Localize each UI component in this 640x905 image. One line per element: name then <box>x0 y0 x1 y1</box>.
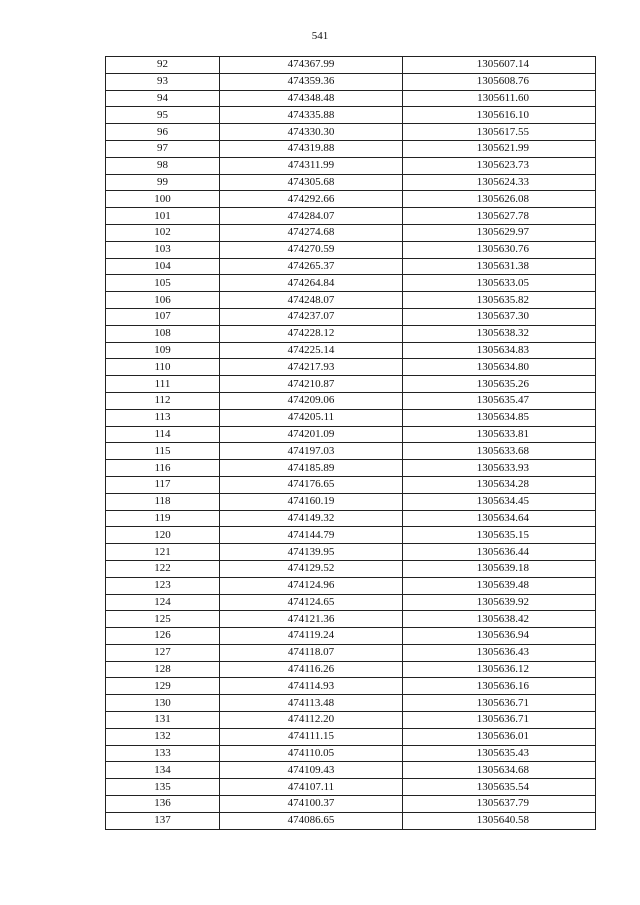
y-coordinate-cell: 1305640.58 <box>403 812 596 829</box>
table-row <box>106 594 596 611</box>
y-coordinate-cell: 1305631.38 <box>403 258 596 275</box>
x-coordinate-cell: 474274.68 <box>220 224 403 241</box>
x-coordinate-cell: 474100.37 <box>220 796 403 813</box>
table-row <box>106 57 596 74</box>
point-number-cell: 127 <box>106 644 220 661</box>
point-number-cell: 104 <box>106 258 220 275</box>
y-coordinate-cell: 1305637.79 <box>403 796 596 813</box>
y-coordinate-cell: 1305627.78 <box>403 208 596 225</box>
point-number-cell: 105 <box>106 275 220 292</box>
point-number-cell: 109 <box>106 342 220 359</box>
table-row <box>106 174 596 191</box>
x-coordinate-cell: 474109.43 <box>220 762 403 779</box>
point-number-cell: 130 <box>106 695 220 712</box>
y-coordinate-cell: 1305623.73 <box>403 157 596 174</box>
y-coordinate-cell: 1305617.55 <box>403 124 596 141</box>
table-row <box>106 796 596 813</box>
y-coordinate-cell: 1305636.43 <box>403 644 596 661</box>
x-coordinate-cell: 474210.87 <box>220 376 403 393</box>
point-number-cell: 119 <box>106 510 220 527</box>
point-number-cell: 114 <box>106 426 220 443</box>
table-row <box>106 460 596 477</box>
point-number-cell: 93 <box>106 73 220 90</box>
point-number-cell: 125 <box>106 611 220 628</box>
point-number-cell: 106 <box>106 292 220 309</box>
table-row <box>106 308 596 325</box>
table-row <box>106 241 596 258</box>
point-number-cell: 133 <box>106 745 220 762</box>
table-row <box>106 443 596 460</box>
y-coordinate-cell: 1305626.08 <box>403 191 596 208</box>
table-row <box>106 426 596 443</box>
point-number-cell: 111 <box>106 376 220 393</box>
x-coordinate-cell: 474292.66 <box>220 191 403 208</box>
y-coordinate-cell: 1305635.43 <box>403 745 596 762</box>
y-coordinate-cell: 1305638.32 <box>403 325 596 342</box>
point-number-cell: 134 <box>106 762 220 779</box>
y-coordinate-cell: 1305636.01 <box>403 728 596 745</box>
y-coordinate-cell: 1305634.45 <box>403 493 596 510</box>
x-coordinate-cell: 474201.09 <box>220 426 403 443</box>
table-row <box>106 325 596 342</box>
point-number-cell: 113 <box>106 409 220 426</box>
table-row <box>106 376 596 393</box>
x-coordinate-cell: 474124.96 <box>220 577 403 594</box>
point-number-cell: 137 <box>106 812 220 829</box>
x-coordinate-cell: 474228.12 <box>220 325 403 342</box>
table-row <box>106 292 596 309</box>
x-coordinate-cell: 474348.48 <box>220 90 403 107</box>
table-row <box>106 208 596 225</box>
table-row <box>106 745 596 762</box>
point-number-cell: 95 <box>106 107 220 124</box>
table-row <box>106 107 596 124</box>
y-coordinate-cell: 1305639.48 <box>403 577 596 594</box>
y-coordinate-cell: 1305636.71 <box>403 712 596 729</box>
point-number-cell: 98 <box>106 157 220 174</box>
x-coordinate-cell: 474305.68 <box>220 174 403 191</box>
x-coordinate-cell: 474319.88 <box>220 140 403 157</box>
x-coordinate-cell: 474197.03 <box>220 443 403 460</box>
table-row <box>106 611 596 628</box>
point-number-cell: 99 <box>106 174 220 191</box>
x-coordinate-cell: 474217.93 <box>220 359 403 376</box>
y-coordinate-cell: 1305639.18 <box>403 560 596 577</box>
x-coordinate-cell: 474160.19 <box>220 493 403 510</box>
x-coordinate-cell: 474111.15 <box>220 728 403 745</box>
point-number-cell: 128 <box>106 661 220 678</box>
x-coordinate-cell: 474118.07 <box>220 644 403 661</box>
table-row <box>106 577 596 594</box>
point-number-cell: 136 <box>106 796 220 813</box>
point-number-cell: 102 <box>106 224 220 241</box>
y-coordinate-cell: 1305633.81 <box>403 426 596 443</box>
y-coordinate-cell: 1305616.10 <box>403 107 596 124</box>
table-row <box>106 527 596 544</box>
point-number-cell: 126 <box>106 628 220 645</box>
table-row <box>106 510 596 527</box>
x-coordinate-cell: 474116.26 <box>220 661 403 678</box>
point-number-cell: 117 <box>106 476 220 493</box>
table-row <box>106 695 596 712</box>
y-coordinate-cell: 1305634.28 <box>403 476 596 493</box>
y-coordinate-cell: 1305635.15 <box>403 527 596 544</box>
point-number-cell: 110 <box>106 359 220 376</box>
point-number-cell: 94 <box>106 90 220 107</box>
point-number-cell: 97 <box>106 140 220 157</box>
y-coordinate-cell: 1305635.54 <box>403 779 596 796</box>
table-row <box>106 560 596 577</box>
point-number-cell: 118 <box>106 493 220 510</box>
y-coordinate-cell: 1305636.94 <box>403 628 596 645</box>
x-coordinate-cell: 474144.79 <box>220 527 403 544</box>
table-row <box>106 493 596 510</box>
x-coordinate-cell: 474264.84 <box>220 275 403 292</box>
x-coordinate-cell: 474209.06 <box>220 392 403 409</box>
table-row <box>106 409 596 426</box>
x-coordinate-cell: 474359.36 <box>220 73 403 90</box>
y-coordinate-cell: 1305633.05 <box>403 275 596 292</box>
x-coordinate-cell: 474124.65 <box>220 594 403 611</box>
point-number-cell: 115 <box>106 443 220 460</box>
x-coordinate-cell: 474265.37 <box>220 258 403 275</box>
table-row <box>106 124 596 141</box>
y-coordinate-cell: 1305635.47 <box>403 392 596 409</box>
table-row <box>106 275 596 292</box>
point-number-cell: 135 <box>106 779 220 796</box>
x-coordinate-cell: 474114.93 <box>220 678 403 695</box>
x-coordinate-cell: 474107.11 <box>220 779 403 796</box>
y-coordinate-cell: 1305634.64 <box>403 510 596 527</box>
x-coordinate-cell: 474311.99 <box>220 157 403 174</box>
y-coordinate-cell: 1305636.44 <box>403 544 596 561</box>
y-coordinate-cell: 1305629.97 <box>403 224 596 241</box>
x-coordinate-cell: 474205.11 <box>220 409 403 426</box>
table-row <box>106 90 596 107</box>
point-number-cell: 108 <box>106 325 220 342</box>
y-coordinate-cell: 1305636.71 <box>403 695 596 712</box>
table-row <box>106 140 596 157</box>
table-row <box>106 342 596 359</box>
y-coordinate-cell: 1305608.76 <box>403 73 596 90</box>
x-coordinate-cell: 474225.14 <box>220 342 403 359</box>
x-coordinate-cell: 474139.95 <box>220 544 403 561</box>
x-coordinate-cell: 474270.59 <box>220 241 403 258</box>
y-coordinate-cell: 1305634.68 <box>403 762 596 779</box>
table-row <box>106 392 596 409</box>
y-coordinate-cell: 1305639.92 <box>403 594 596 611</box>
x-coordinate-cell: 474113.48 <box>220 695 403 712</box>
x-coordinate-cell: 474086.65 <box>220 812 403 829</box>
x-coordinate-cell: 474367.99 <box>220 57 403 74</box>
point-number-cell: 124 <box>106 594 220 611</box>
point-number-cell: 112 <box>106 392 220 409</box>
table-row <box>106 812 596 829</box>
point-number-cell: 123 <box>106 577 220 594</box>
x-coordinate-cell: 474119.24 <box>220 628 403 645</box>
table-row <box>106 762 596 779</box>
point-number-cell: 103 <box>106 241 220 258</box>
table-row <box>106 359 596 376</box>
point-number-cell: 131 <box>106 712 220 729</box>
coordinates-table-body <box>106 57 596 830</box>
x-coordinate-cell: 474330.30 <box>220 124 403 141</box>
page-number: 541 <box>311 30 329 42</box>
y-coordinate-cell: 1305635.26 <box>403 376 596 393</box>
y-coordinate-cell: 1305638.42 <box>403 611 596 628</box>
x-coordinate-cell: 474110.05 <box>220 745 403 762</box>
point-number-cell: 100 <box>106 191 220 208</box>
x-coordinate-cell: 474112.20 <box>220 712 403 729</box>
y-coordinate-cell: 1305634.83 <box>403 342 596 359</box>
table-row <box>106 628 596 645</box>
table-row <box>106 728 596 745</box>
x-coordinate-cell: 474248.07 <box>220 292 403 309</box>
y-coordinate-cell: 1305611.60 <box>403 90 596 107</box>
table-row <box>106 661 596 678</box>
y-coordinate-cell: 1305636.12 <box>403 661 596 678</box>
y-coordinate-cell: 1305621.99 <box>403 140 596 157</box>
table-row <box>106 779 596 796</box>
point-number-cell: 101 <box>106 208 220 225</box>
y-coordinate-cell: 1305624.33 <box>403 174 596 191</box>
table-row <box>106 191 596 208</box>
x-coordinate-cell: 474185.89 <box>220 460 403 477</box>
x-coordinate-cell: 474335.88 <box>220 107 403 124</box>
x-coordinate-cell: 474176.65 <box>220 476 403 493</box>
table-row <box>106 712 596 729</box>
table-row <box>106 476 596 493</box>
x-coordinate-cell: 474129.52 <box>220 560 403 577</box>
point-number-cell: 107 <box>106 308 220 325</box>
y-coordinate-cell: 1305635.82 <box>403 292 596 309</box>
point-number-cell: 116 <box>106 460 220 477</box>
y-coordinate-cell: 1305634.85 <box>403 409 596 426</box>
y-coordinate-cell: 1305633.68 <box>403 443 596 460</box>
y-coordinate-cell: 1305630.76 <box>403 241 596 258</box>
x-coordinate-cell: 474284.07 <box>220 208 403 225</box>
y-coordinate-cell: 1305634.80 <box>403 359 596 376</box>
table-row <box>106 224 596 241</box>
table-row <box>106 157 596 174</box>
point-number-cell: 132 <box>106 728 220 745</box>
x-coordinate-cell: 474149.32 <box>220 510 403 527</box>
point-number-cell: 121 <box>106 544 220 561</box>
point-number-cell: 120 <box>106 527 220 544</box>
coordinates-table <box>105 56 596 830</box>
y-coordinate-cell: 1305607.14 <box>403 57 596 74</box>
point-number-cell: 92 <box>106 57 220 74</box>
table-row <box>106 678 596 695</box>
y-coordinate-cell: 1305633.93 <box>403 460 596 477</box>
x-coordinate-cell: 474237.07 <box>220 308 403 325</box>
table-row <box>106 544 596 561</box>
table-row <box>106 644 596 661</box>
x-coordinate-cell: 474121.36 <box>220 611 403 628</box>
point-number-cell: 96 <box>106 124 220 141</box>
y-coordinate-cell: 1305637.30 <box>403 308 596 325</box>
point-number-cell: 122 <box>106 560 220 577</box>
y-coordinate-cell: 1305636.16 <box>403 678 596 695</box>
table-row <box>106 73 596 90</box>
table-row <box>106 258 596 275</box>
point-number-cell: 129 <box>106 678 220 695</box>
